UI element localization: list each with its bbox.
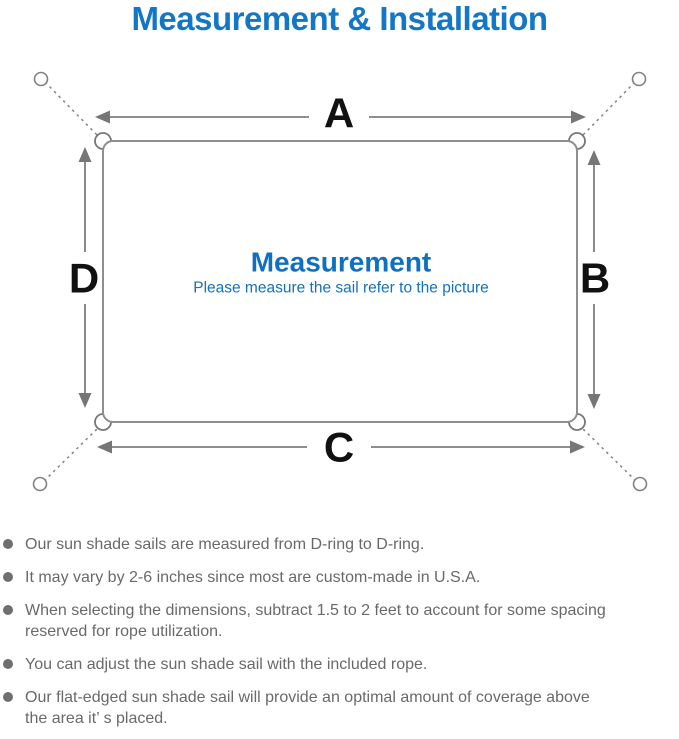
rope-line-top-left	[45, 82, 99, 137]
note-line: Our flat-edged sun shade sail will provide an optimal amount of coverage above	[25, 689, 590, 706]
anchor-point-bottom-left-icon	[34, 478, 47, 491]
bullet-icon	[3, 572, 13, 582]
note-line: reserved for rope utilization.	[25, 623, 223, 640]
note-text	[25, 534, 424, 555]
note-item	[3, 567, 665, 588]
note-text	[25, 600, 606, 642]
note-line: When selecting the dimensions, subtract 1.5 to 2 feet to account for some spacing	[25, 602, 606, 619]
note-line: It may vary by 2-6 inches since most are custom-made in U.S.A.	[25, 569, 481, 586]
note-line: You can adjust the sun shade sail with the included rope.	[25, 656, 428, 673]
page-title: Measurement & Installation	[131, 0, 548, 37]
anchor-point-top-right-icon	[633, 73, 646, 86]
bullet-icon	[3, 605, 13, 615]
anchor-point-bottom-right-icon	[634, 478, 647, 491]
note-item	[3, 654, 665, 675]
note-item	[3, 600, 665, 642]
note-line: the area it’ s placed.	[25, 710, 168, 727]
note-item	[3, 687, 665, 729]
dimension-label-a: A	[323, 89, 355, 137]
dimension-label-b: B	[579, 254, 611, 302]
bullet-icon	[3, 539, 13, 549]
anchor-point-top-left-icon	[35, 73, 48, 86]
dimension-label-d: D	[68, 254, 100, 302]
note-item	[3, 534, 665, 555]
rope-line-top-right	[581, 82, 635, 137]
note-text	[25, 687, 590, 729]
bullet-icon	[3, 692, 13, 702]
measurement-diagram	[0, 45, 679, 520]
bullet-icon	[3, 659, 13, 669]
note-text	[25, 654, 427, 675]
notes-list	[3, 534, 665, 739]
rope-line-bottom-left	[44, 427, 99, 481]
center-subtitle: Please measure the sail refer to the picture	[193, 279, 489, 297]
center-heading: Measurement	[250, 246, 432, 278]
rope-line-bottom-right	[581, 427, 636, 481]
dimension-label-c: C	[323, 423, 355, 471]
note-text	[25, 567, 480, 588]
note-line: Our sun shade sails are measured from D-ring to D-ring.	[25, 536, 425, 553]
